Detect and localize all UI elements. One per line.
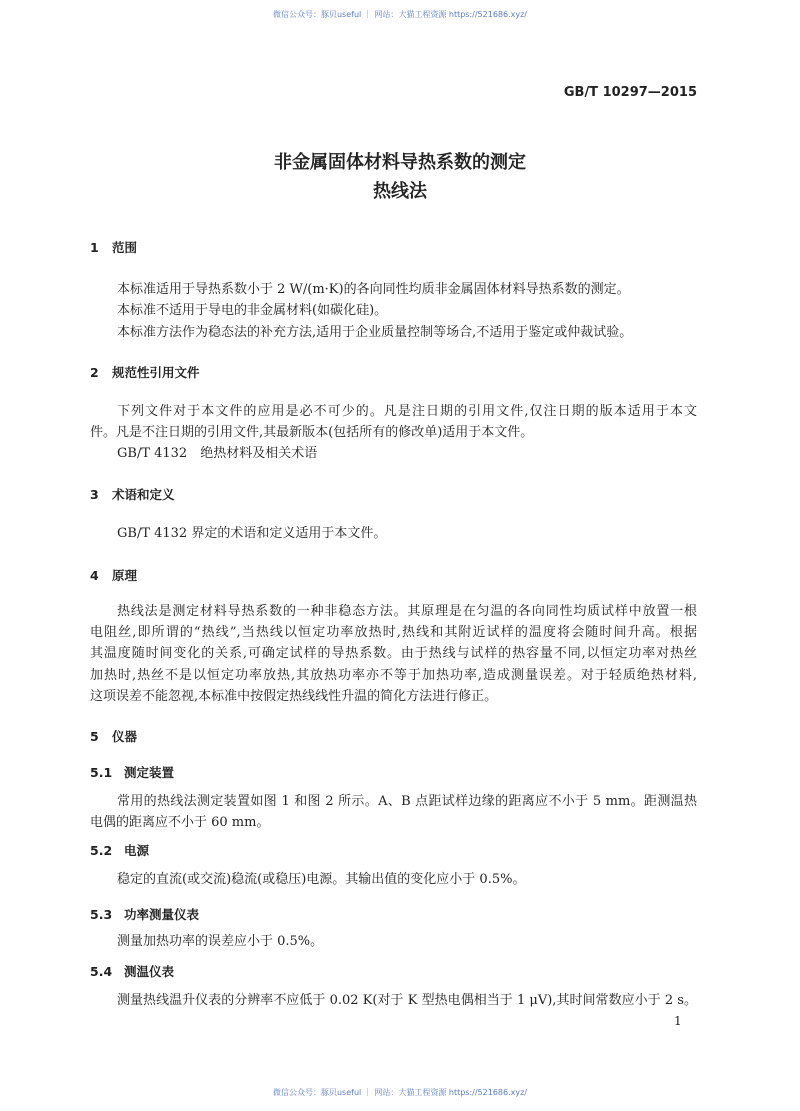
watermark-bottom: 微信公众号：豚贝useful ｜ 网站：大猫工程资源 https://521686.xyz/	[272, 1088, 528, 1097]
section-title: 术语和定义	[112, 487, 175, 502]
watermark-top: 微信公众号：豚贝useful ｜ 网站：大猫工程资源 https://521686.xyz/	[272, 10, 528, 19]
paragraph-line: 本标准方法作为稳态法的补充方法,适用于企业质量控制等场合,不适用于鉴定或仲裁试验。	[117, 325, 633, 340]
section-number: 5.3	[90, 907, 113, 922]
paragraph-line: 其温度随时间变化的关系,可确定试样的导热系数。由于热线与试样的热容量不同,以恒定功率对热丝	[90, 646, 697, 661]
paragraph-line: 电偶的距离应不小于 60 mm。	[90, 815, 270, 830]
section-heading-1	[90, 238, 137, 256]
paragraph-line: 电阻丝,即所谓的“热线”,当热线以恒定功率放热时,热线和其附近试样的温度将会随时间升高。根据	[90, 625, 697, 640]
section-number: 2	[90, 365, 99, 380]
section-number: 5.2	[90, 843, 113, 858]
paragraph-line: 常用的热线法测定装置如图 1 和图 2 所示。A、B 点距试样边缘的距离应不小于 5 mm。距测温热	[117, 794, 697, 809]
document-subtitle: 热线法	[373, 181, 427, 202]
paragraph-line: 件。凡是不注日期的引用文件,其最新版本(包括所有的修改单)适用于本文件。	[90, 425, 534, 440]
reference-item: GB/T 4132 绝热材料及相关术语	[117, 446, 318, 461]
paragraph-line: 加热时,热丝不是以恒定功率放热,其放热功率亦不等于加热功率,造成测量误差。对于轻质绝热材料,	[90, 668, 697, 683]
section-title: 原理	[112, 568, 138, 583]
section-number: 3	[90, 487, 99, 502]
section-number: 4	[90, 568, 99, 583]
paragraph-line: 本标准不适用于导电的非金属材料(如碳化硅)。	[117, 303, 388, 318]
document-title: 非金属固体材料导热系数的测定	[274, 152, 526, 173]
paragraph-line: 本标准适用于导热系数小于 2 W/(m·K)的各向同性均质非金属固体材料导热系数的测定。	[117, 282, 630, 297]
section-heading-5-2	[90, 841, 149, 859]
paragraph-line: 测量加热功率的误差应小于 0.5%。	[117, 934, 324, 949]
section-title: 范围	[112, 240, 138, 255]
section-title: 测定装置	[124, 765, 175, 780]
section-heading-5-1	[90, 763, 174, 781]
section-title: 规范性引用文件	[112, 365, 200, 380]
section-title: 功率测量仪表	[124, 907, 200, 922]
section-number: 5.1	[90, 765, 113, 780]
paragraph-line: 稳定的直流(或交流)稳流(或稳压)电源。其输出值的变化应小于 0.5%。	[117, 872, 526, 887]
section-title: 测温仪表	[124, 964, 175, 979]
paragraph-line: 热线法是测定材料导热系数的一种非稳态方法。其原理是在匀温的各向同性均质试样中放置一根	[117, 604, 697, 619]
section-heading-2	[90, 363, 200, 381]
section-heading-3	[90, 485, 175, 503]
section-heading-5-4	[90, 962, 174, 980]
section-number: 5	[90, 729, 99, 744]
page-number: 1	[674, 1014, 682, 1028]
section-heading-4	[90, 566, 137, 584]
paragraph-line: 测量热线温升仪表的分辨率不应低于 0.02 K(对于 K 型热电偶相当于 1 μV),其时间常数应小于 2 s。	[117, 993, 697, 1008]
paragraph-line: 这项误差不能忽视,本标准中按假定热线线性升温的简化方法进行修正。	[90, 689, 498, 704]
section-heading-5	[90, 727, 137, 745]
section-title: 仪器	[112, 729, 138, 744]
paragraph-line: 下列文件对于本文件的应用是必不可少的。凡是注日期的引用文件,仅注日期的版本适用于本文	[117, 404, 697, 419]
section-heading-5-3	[90, 905, 199, 923]
section-number: 5.4	[90, 964, 113, 979]
section-title: 电源	[124, 843, 150, 858]
standard-number: GB/T 10297—2015	[563, 85, 697, 100]
section-number: 1	[90, 240, 99, 255]
paragraph-line: GB/T 4132 界定的术语和定义适用于本文件。	[117, 526, 387, 541]
